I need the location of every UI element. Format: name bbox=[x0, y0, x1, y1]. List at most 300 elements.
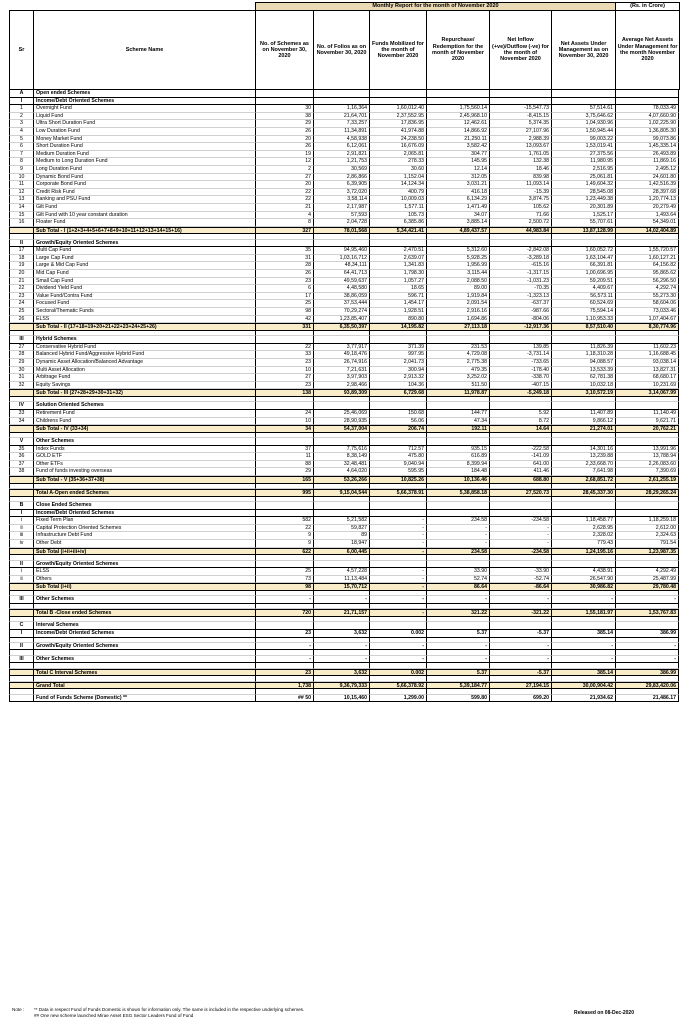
value-cell: - bbox=[489, 656, 551, 664]
value-cell: 3,10,572.19 bbox=[551, 389, 615, 397]
table-row bbox=[9, 219, 679, 227]
value-cell: 4,57,228 bbox=[313, 568, 369, 576]
sr-cell bbox=[9, 323, 33, 331]
value-cell: 56,296.50 bbox=[615, 278, 679, 286]
empty-cell bbox=[255, 98, 313, 106]
table-row bbox=[9, 532, 679, 540]
value-cell: 10,032.18 bbox=[551, 382, 615, 390]
value-cell: 1,16,364 bbox=[313, 105, 369, 113]
scheme-name-cell: Multi Asset Allocation bbox=[33, 367, 255, 375]
value-cell: 935.15 bbox=[426, 446, 489, 454]
value-cell: 27,107.96 bbox=[489, 128, 551, 136]
scheme-name-cell: Income/Debt Oriented Schemes bbox=[33, 630, 255, 638]
value-cell: 3,252.02 bbox=[426, 374, 489, 382]
value-cell: 1,24,195.16 bbox=[551, 548, 615, 556]
empty-cell bbox=[313, 90, 369, 98]
scheme-name-cell: Sectoral/Thematic Funds bbox=[33, 308, 255, 316]
scheme-name-cell: Total C Interval Schemes bbox=[33, 669, 255, 677]
scheme-name-cell: Grand Total bbox=[33, 682, 255, 690]
scheme-name-cell: Overnight Fund bbox=[33, 105, 255, 113]
sr-cell: 8 bbox=[9, 158, 33, 166]
value-cell: 0.002 bbox=[369, 630, 426, 638]
unit-note: (Rs. in Crore) bbox=[616, 3, 680, 11]
value-cell: 2,86,866 bbox=[313, 174, 369, 182]
value-cell: 26,547.90 bbox=[551, 576, 615, 584]
value-cell: 3,031.21 bbox=[426, 181, 489, 189]
sr-cell: 2 bbox=[9, 113, 33, 121]
scheme-name-cell: Growth/Equity Oriented Schemes bbox=[33, 561, 255, 569]
table-row bbox=[9, 453, 679, 461]
value-cell: 1,18,259.18 bbox=[615, 517, 679, 525]
value-cell: 22 bbox=[255, 344, 313, 352]
empty-cell bbox=[313, 438, 369, 446]
value-cell: 59,827 bbox=[313, 525, 369, 533]
empty-cell bbox=[426, 402, 489, 410]
value-cell: - bbox=[369, 656, 426, 664]
empty-cell bbox=[551, 622, 615, 630]
value-cell: 7,75,616 bbox=[313, 446, 369, 454]
value-cell: 4,438.91 bbox=[551, 568, 615, 576]
sr-cell: 27 bbox=[9, 344, 33, 352]
empty-cell bbox=[489, 240, 551, 248]
value-cell: -733.65 bbox=[489, 359, 551, 367]
table-row bbox=[9, 166, 679, 174]
table-row bbox=[9, 120, 679, 128]
sr-cell: 4 bbox=[9, 128, 33, 136]
subtotal-row bbox=[9, 583, 679, 591]
value-cell: 1,956.99 bbox=[426, 262, 489, 270]
sr-cell: C bbox=[9, 622, 33, 630]
value-cell: 3,582.42 bbox=[426, 143, 489, 151]
value-cell: 479.35 bbox=[426, 367, 489, 375]
value-cell: -615.16 bbox=[489, 262, 551, 270]
col-header-avg-aum: Average Net Assets Under Management for the month November 2020 bbox=[616, 11, 680, 90]
value-cell: 71.66 bbox=[489, 212, 551, 220]
value-cell: 14,02,404.89 bbox=[615, 227, 679, 235]
value-cell: 688.80 bbox=[489, 476, 551, 484]
footnotes bbox=[12, 1007, 304, 1020]
scheme-name-cell: Income/Debt Oriented Schemes bbox=[33, 98, 255, 106]
value-cell: -234.58 bbox=[489, 548, 551, 556]
value-cell: 6,134.29 bbox=[426, 196, 489, 204]
sr-cell: 9 bbox=[9, 166, 33, 174]
value-cell: - bbox=[615, 596, 679, 604]
value-cell: 88 bbox=[255, 461, 313, 469]
scheme-name-cell: Multi Cap Fund bbox=[33, 247, 255, 255]
value-cell: 5,312.60 bbox=[426, 247, 489, 255]
scheme-name-cell: Infrastructure Debt Fund bbox=[33, 532, 255, 540]
value-cell: 35 bbox=[255, 247, 313, 255]
value-cell: 93,89,309 bbox=[313, 389, 369, 397]
value-cell: -804.06 bbox=[489, 316, 551, 324]
value-cell: 1,42,516.39 bbox=[615, 181, 679, 189]
sr-cell: 30 bbox=[9, 367, 33, 375]
value-cell: 3,14,067.99 bbox=[615, 389, 679, 397]
value-cell: ## 50 bbox=[255, 695, 313, 703]
empty-cell bbox=[255, 622, 313, 630]
value-cell: 75,594.14 bbox=[551, 308, 615, 316]
sr-cell: 29 bbox=[9, 359, 33, 367]
value-cell: 29,780.48 bbox=[615, 583, 679, 591]
section-row bbox=[9, 561, 679, 569]
value-cell: 25,487.99 bbox=[615, 576, 679, 584]
sr-cell bbox=[9, 609, 33, 617]
empty-cell bbox=[313, 622, 369, 630]
value-cell: 33.90 bbox=[426, 568, 489, 576]
empty-cell bbox=[615, 502, 679, 510]
value-cell: 1,761.05 bbox=[489, 151, 551, 159]
value-cell: 616.89 bbox=[426, 453, 489, 461]
table-row bbox=[9, 517, 679, 525]
value-cell: 1,057.27 bbox=[369, 278, 426, 286]
section-row bbox=[9, 656, 679, 664]
value-cell: 13,533.39 bbox=[551, 367, 615, 375]
scheme-name-cell: Mid Cap Fund bbox=[33, 270, 255, 278]
empty-cell bbox=[551, 402, 615, 410]
value-cell: 89.00 bbox=[426, 285, 489, 293]
sr-cell: V bbox=[9, 438, 33, 446]
empty-cell bbox=[313, 510, 369, 518]
value-cell: 66,391.81 bbox=[551, 262, 615, 270]
table-row bbox=[9, 255, 679, 263]
value-cell: 54,349.01 bbox=[615, 219, 679, 227]
empty-cell bbox=[426, 438, 489, 446]
value-cell: 21 bbox=[255, 204, 313, 212]
value-cell: -33.90 bbox=[489, 568, 551, 576]
empty-cell bbox=[313, 561, 369, 569]
value-cell: 5,38,858.18 bbox=[426, 489, 489, 497]
sr-cell bbox=[9, 583, 33, 591]
value-cell: - bbox=[551, 643, 615, 651]
value-cell: 2,916.16 bbox=[426, 308, 489, 316]
value-cell: 1,20,774.13 bbox=[615, 196, 679, 204]
scheme-name-cell: Gilt Fund bbox=[33, 204, 255, 212]
table-row bbox=[9, 181, 679, 189]
value-cell: 1,60,052.72 bbox=[551, 247, 615, 255]
value-cell: 30 bbox=[255, 105, 313, 113]
value-cell: 9,36,79,333 bbox=[313, 682, 369, 690]
sr-cell: 1 bbox=[9, 105, 33, 113]
value-cell: 595.95 bbox=[369, 468, 426, 476]
value-cell: 791.54 bbox=[615, 540, 679, 548]
empty-cell bbox=[369, 561, 426, 569]
col-header-net-inflow: Net Inflow (+ve)/Outflow (-ve) for the month of November 2020 bbox=[490, 11, 552, 90]
value-cell: 25,061.81 bbox=[551, 174, 615, 182]
value-cell: 28,545.08 bbox=[551, 189, 615, 197]
value-cell: 1,04,930.96 bbox=[551, 120, 615, 128]
value-cell: 5,66,378.91 bbox=[369, 489, 426, 497]
scheme-name-cell: Sub Total (i+ii) bbox=[33, 583, 255, 591]
table-row bbox=[9, 568, 679, 576]
value-cell: 24 bbox=[255, 410, 313, 418]
value-cell: 371.39 bbox=[369, 344, 426, 352]
table-row bbox=[9, 374, 679, 382]
value-cell: 2,500.72 bbox=[489, 219, 551, 227]
value-cell: 3,97,903 bbox=[313, 374, 369, 382]
sr-cell: A bbox=[9, 90, 33, 98]
value-cell: 4,409.67 bbox=[551, 285, 615, 293]
value-cell: 11,093.14 bbox=[489, 181, 551, 189]
value-cell: 5,34,421.41 bbox=[369, 227, 426, 235]
empty-cell bbox=[615, 402, 679, 410]
value-cell: 231.53 bbox=[426, 344, 489, 352]
value-cell: 2,516.95 bbox=[551, 166, 615, 174]
value-cell: - bbox=[369, 609, 426, 617]
value-cell: 6 bbox=[255, 285, 313, 293]
value-cell: 49,59,637 bbox=[313, 278, 369, 286]
value-cell: 27,375.56 bbox=[551, 151, 615, 159]
table-row bbox=[9, 351, 679, 359]
table-row bbox=[9, 151, 679, 159]
sr-cell: 15 bbox=[9, 212, 33, 220]
value-cell: -141.09 bbox=[489, 453, 551, 461]
scheme-name-cell: Hybrid Schemes bbox=[33, 336, 255, 344]
table-row bbox=[9, 136, 679, 144]
scheme-name-cell: Floater Fund bbox=[33, 219, 255, 227]
value-cell: 7,21,631 bbox=[313, 367, 369, 375]
value-cell: 94,95,460 bbox=[313, 247, 369, 255]
scheme-name-cell: Equity Savings bbox=[33, 382, 255, 390]
value-cell: 11,869.16 bbox=[615, 158, 679, 166]
value-cell: -15.39 bbox=[489, 189, 551, 197]
value-cell: 19 bbox=[255, 151, 313, 159]
value-cell: -5,249.18 bbox=[489, 389, 551, 397]
value-cell: -1,323.13 bbox=[489, 293, 551, 301]
sr-cell bbox=[9, 476, 33, 484]
scheme-name-cell: Open ended Schemes bbox=[33, 90, 255, 98]
scheme-name-cell: ELSS bbox=[33, 316, 255, 324]
empty-cell bbox=[313, 240, 369, 248]
value-cell: 18,947 bbox=[313, 540, 369, 548]
empty-cell bbox=[489, 90, 551, 98]
value-cell: 839.98 bbox=[489, 174, 551, 182]
value-cell: 104.36 bbox=[369, 382, 426, 390]
value-cell: 1,75,560.14 bbox=[426, 105, 489, 113]
value-cell: 1,798.30 bbox=[369, 270, 426, 278]
scheme-name-cell: Close Ended Schemes bbox=[33, 502, 255, 510]
value-cell: 7,33,257 bbox=[313, 120, 369, 128]
value-cell: 139.85 bbox=[489, 344, 551, 352]
empty-cell bbox=[255, 561, 313, 569]
sr-cell: 21 bbox=[9, 278, 33, 286]
value-cell: 1,928.51 bbox=[369, 308, 426, 316]
value-cell: 37,53,444 bbox=[313, 300, 369, 308]
value-cell: 55,273.30 bbox=[615, 293, 679, 301]
value-cell: 3,75,646.62 bbox=[551, 113, 615, 121]
value-cell: 1,60,012.40 bbox=[369, 105, 426, 113]
sr-cell: I bbox=[9, 510, 33, 518]
total-row bbox=[9, 489, 679, 497]
value-cell: 1,49,604.32 bbox=[551, 181, 615, 189]
value-cell: 14,195.82 bbox=[369, 323, 426, 331]
sr-cell: I bbox=[9, 98, 33, 106]
value-cell: 5,374.35 bbox=[489, 120, 551, 128]
value-cell: 93,038.14 bbox=[615, 359, 679, 367]
value-cell: 21,71,157 bbox=[313, 609, 369, 617]
value-cell: 20 bbox=[255, 181, 313, 189]
value-cell: 12 bbox=[255, 158, 313, 166]
sr-cell: i bbox=[9, 568, 33, 576]
scheme-name-cell: Sub Total - I (1+2+3+4+5+6+7+8+9+10+11+12+13+14+15+16) bbox=[33, 227, 255, 235]
value-cell: 23 bbox=[255, 630, 313, 638]
empty-cell bbox=[426, 510, 489, 518]
empty-cell bbox=[426, 336, 489, 344]
value-cell: 712.57 bbox=[369, 446, 426, 454]
value-cell: -1,317.15 bbox=[489, 270, 551, 278]
value-cell: 24,238.50 bbox=[369, 136, 426, 144]
table-row bbox=[9, 293, 679, 301]
value-cell: 184.48 bbox=[426, 468, 489, 476]
value-cell: 4,07,660.90 bbox=[615, 113, 679, 121]
value-cell: 99,073.86 bbox=[615, 136, 679, 144]
value-cell: -5.37 bbox=[489, 630, 551, 638]
value-cell: - bbox=[489, 643, 551, 651]
value-cell: 3,874.75 bbox=[489, 196, 551, 204]
section-row bbox=[9, 695, 679, 703]
sr-cell: III bbox=[9, 596, 33, 604]
sr-cell: iv bbox=[9, 540, 33, 548]
empty-cell bbox=[615, 90, 679, 98]
scheme-name-cell: Dividend Yield Fund bbox=[33, 285, 255, 293]
report-header bbox=[9, 2, 680, 90]
section-row bbox=[9, 402, 679, 410]
section-row bbox=[9, 336, 679, 344]
value-cell: - bbox=[313, 643, 369, 651]
section-row bbox=[9, 502, 679, 510]
value-cell: 89 bbox=[313, 532, 369, 540]
value-cell: -2,842.08 bbox=[489, 247, 551, 255]
sr-cell: 34 bbox=[9, 418, 33, 426]
total-row bbox=[9, 669, 679, 677]
note-1: ** Data in respect Fund of Funds Domestic is shown for information only. The same is included in the respective underlying schemes. bbox=[34, 1007, 305, 1012]
empty-cell bbox=[369, 240, 426, 248]
sr-cell: 3 bbox=[9, 120, 33, 128]
table-row bbox=[9, 316, 679, 324]
table-row bbox=[9, 143, 679, 151]
empty-cell bbox=[489, 336, 551, 344]
value-cell: 6,35,50,397 bbox=[313, 323, 369, 331]
value-cell: 24,601.80 bbox=[615, 174, 679, 182]
value-cell: - bbox=[255, 596, 313, 604]
value-cell: 2,091.54 bbox=[426, 300, 489, 308]
sr-cell: 20 bbox=[9, 270, 33, 278]
value-cell: 6,39,905 bbox=[313, 181, 369, 189]
empty-cell bbox=[426, 622, 489, 630]
value-cell: - bbox=[369, 583, 426, 591]
value-cell: 411.46 bbox=[489, 468, 551, 476]
value-cell: 13,87,128.99 bbox=[551, 227, 615, 235]
value-cell: 12,462.61 bbox=[426, 120, 489, 128]
value-cell: 16,676.09 bbox=[369, 143, 426, 151]
scheme-name-cell: Total A-Open ended Schemes bbox=[33, 489, 255, 497]
value-cell: 3,885.14 bbox=[426, 219, 489, 227]
value-cell: 416.18 bbox=[426, 189, 489, 197]
value-cell: 23 bbox=[255, 359, 313, 367]
scheme-name-cell: Focused Fund bbox=[33, 300, 255, 308]
col-header-num-schemes: No. of Schemes as on November 30, 2020 bbox=[256, 11, 314, 90]
sr-cell: 18 bbox=[9, 255, 33, 263]
table-row bbox=[9, 270, 679, 278]
value-cell: -5.37 bbox=[489, 669, 551, 677]
empty-cell bbox=[615, 98, 679, 106]
empty-cell bbox=[551, 90, 615, 98]
sr-cell: III bbox=[9, 656, 33, 664]
sr-cell: ii bbox=[9, 525, 33, 533]
value-cell: 33 bbox=[255, 351, 313, 359]
value-cell: 1,55,181.97 bbox=[551, 609, 615, 617]
value-cell: 9 bbox=[255, 532, 313, 540]
value-cell: 622 bbox=[255, 548, 313, 556]
scheme-name-cell: Capital Protection Oriented Schemes bbox=[33, 525, 255, 533]
value-cell: 13,239.88 bbox=[551, 453, 615, 461]
value-cell: 62,781.38 bbox=[551, 374, 615, 382]
value-cell: 1,694.86 bbox=[426, 316, 489, 324]
sr-cell: ii bbox=[9, 576, 33, 584]
value-cell: 2,913.32 bbox=[369, 374, 426, 382]
value-cell: 890.80 bbox=[369, 316, 426, 324]
value-cell: 1,738 bbox=[255, 682, 313, 690]
value-cell: 20 bbox=[255, 136, 313, 144]
sr-cell bbox=[9, 669, 33, 677]
value-cell: 48,34,111 bbox=[313, 262, 369, 270]
sr-cell: 23 bbox=[9, 293, 33, 301]
value-cell: - bbox=[615, 656, 679, 664]
table-row bbox=[9, 128, 679, 136]
value-cell: -70.35 bbox=[489, 285, 551, 293]
scheme-name-cell: Medium to Long Duration Fund bbox=[33, 158, 255, 166]
table-row bbox=[9, 525, 679, 533]
table-row bbox=[9, 247, 679, 255]
scheme-name-cell: Fixed Term Plan bbox=[33, 517, 255, 525]
empty-cell bbox=[313, 402, 369, 410]
value-cell: 22 bbox=[255, 196, 313, 204]
scheme-name-cell: Index Funds bbox=[33, 446, 255, 454]
value-cell: 78,01,568 bbox=[313, 227, 369, 235]
value-cell: 1,53,767.83 bbox=[615, 609, 679, 617]
value-cell: -222.58 bbox=[489, 446, 551, 454]
scheme-name-cell: Money Market Fund bbox=[33, 136, 255, 144]
value-cell: 11,980.95 bbox=[551, 158, 615, 166]
value-cell: 5,21,582 bbox=[313, 517, 369, 525]
empty-cell bbox=[489, 98, 551, 106]
value-cell: 99,003.22 bbox=[551, 136, 615, 144]
value-cell: -1,031.23 bbox=[489, 278, 551, 286]
value-cell: 3,632 bbox=[313, 630, 369, 638]
scheme-name-cell: Growth/Equity Oriented Schemes bbox=[33, 240, 255, 248]
value-cell: 1,45,335.14 bbox=[615, 143, 679, 151]
empty-cell bbox=[615, 336, 679, 344]
scheme-name-cell: Long Duration Fund bbox=[33, 166, 255, 174]
value-cell: 26 bbox=[255, 128, 313, 136]
scheme-name-cell: Liquid Fund bbox=[33, 113, 255, 121]
value-cell: - bbox=[369, 517, 426, 525]
empty-cell bbox=[255, 510, 313, 518]
scheme-name-cell: Growth/Equity Oriented Schemes bbox=[33, 643, 255, 651]
value-cell: 105.73 bbox=[369, 212, 426, 220]
value-cell: 192.11 bbox=[426, 425, 489, 433]
value-cell: 8,399.94 bbox=[426, 461, 489, 469]
sr-cell: 35 bbox=[9, 446, 33, 454]
sr-cell: IV bbox=[9, 402, 33, 410]
scheme-name-cell: Others bbox=[33, 576, 255, 584]
value-cell: -321.22 bbox=[489, 609, 551, 617]
empty-cell bbox=[313, 502, 369, 510]
scheme-name-cell: Value Fund/Contra Fund bbox=[33, 293, 255, 301]
total-row bbox=[9, 609, 679, 617]
value-cell: 1,471.49 bbox=[426, 204, 489, 212]
sr-cell: iii bbox=[9, 532, 33, 540]
empty-cell bbox=[615, 561, 679, 569]
